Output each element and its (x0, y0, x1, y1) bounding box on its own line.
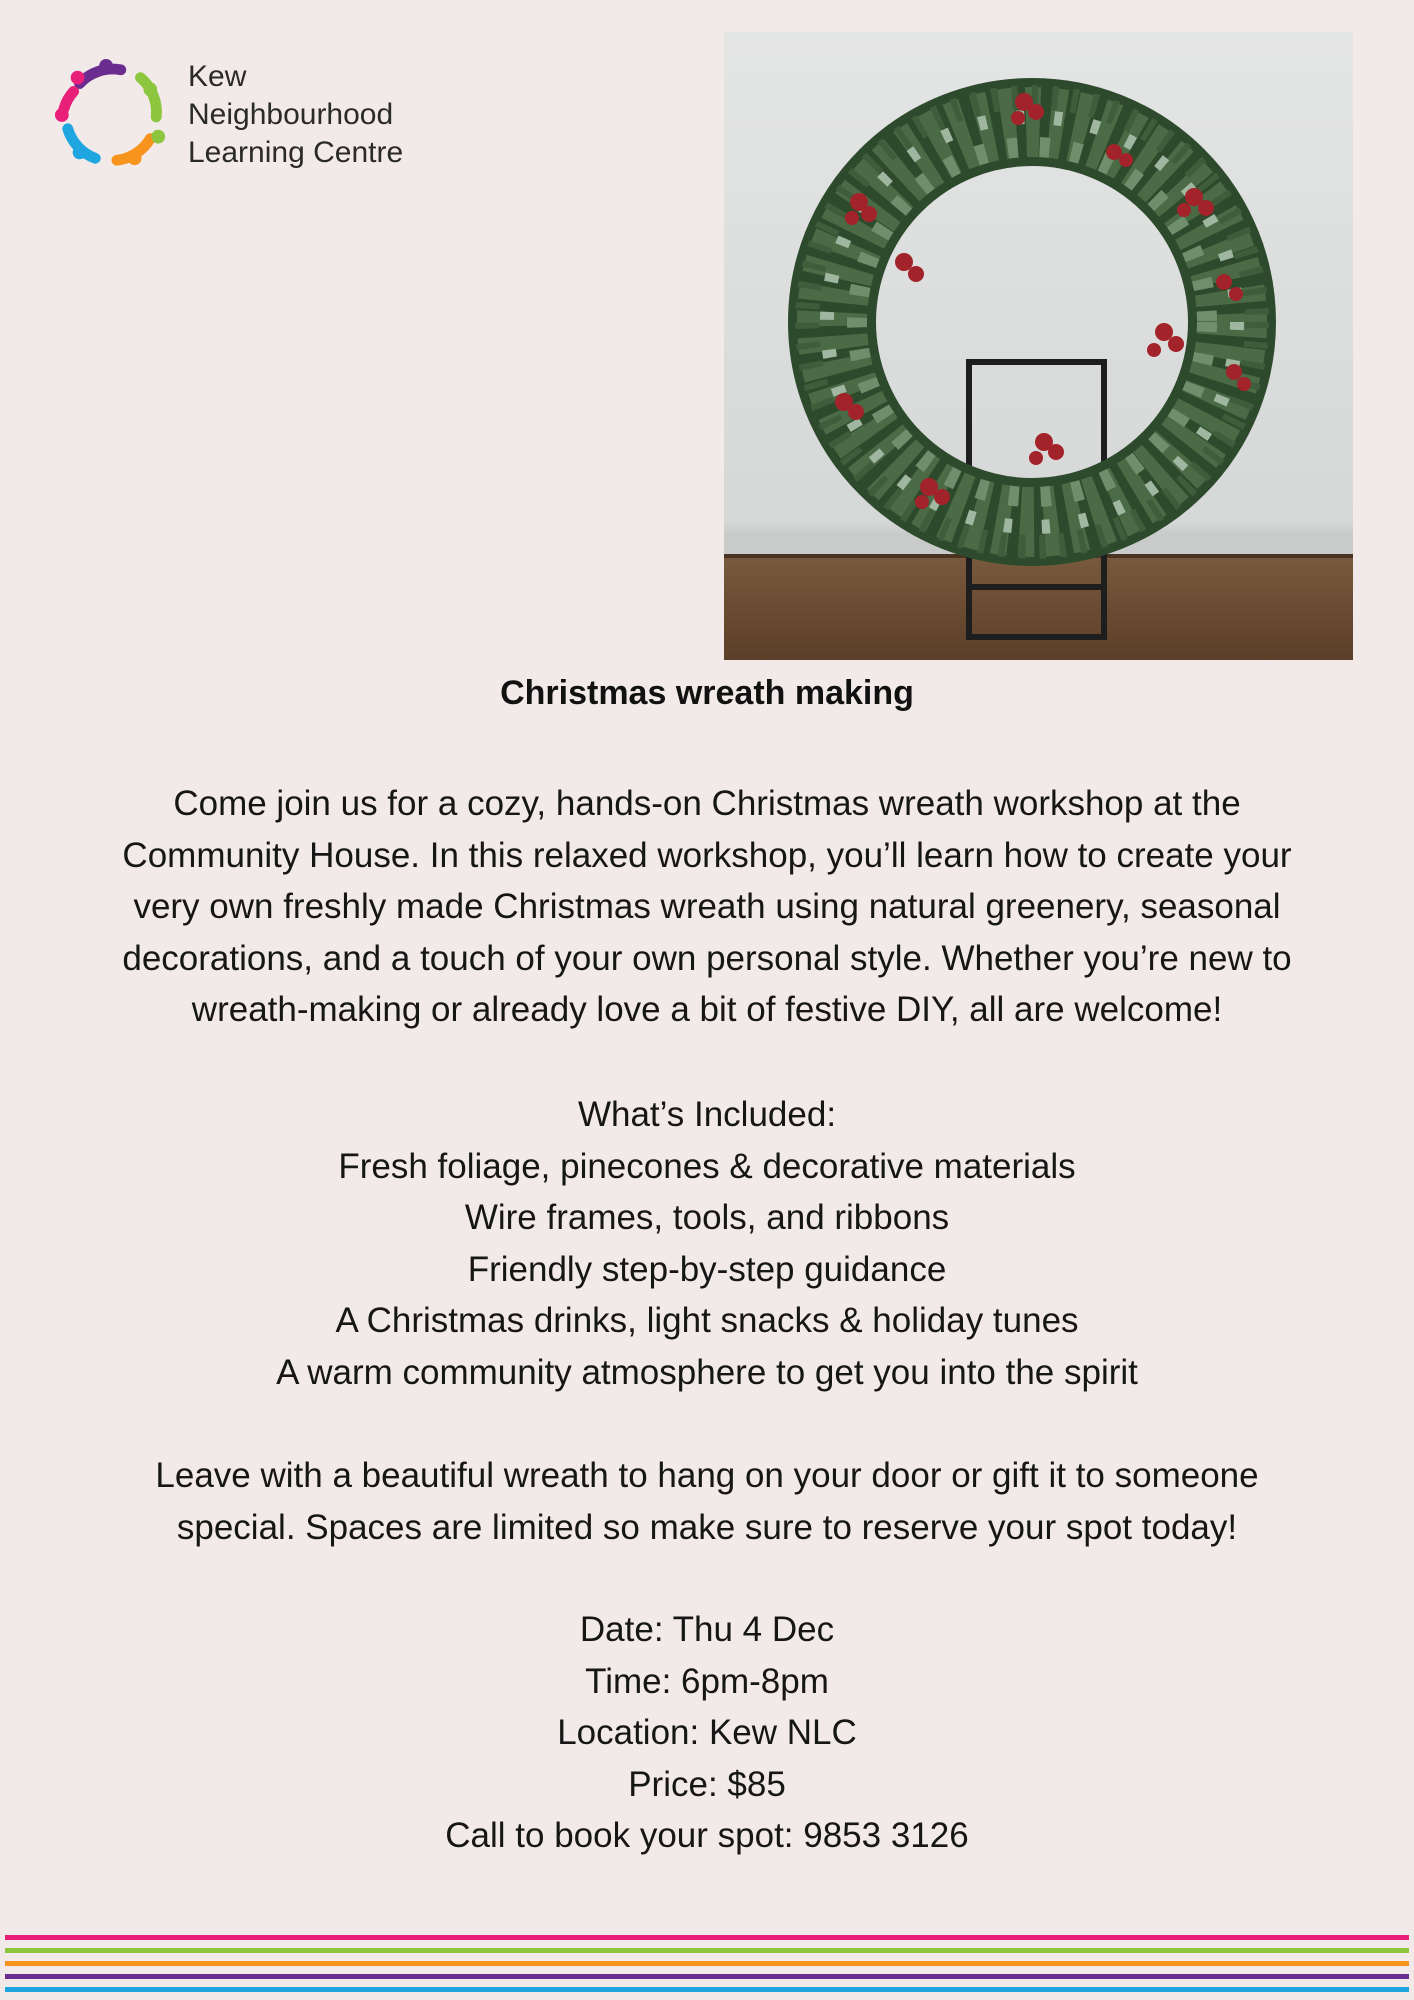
wreath-illustration (724, 32, 1353, 660)
included-item: Fresh foliage, pinecones & decorative materials (338, 1146, 1076, 1186)
closing-line: special. Spaces are limited so make sure to reserve your spot today! (176, 1507, 1238, 1547)
booking-phone: Call to book your spot: 9853 3126 (445, 1816, 969, 1855)
event-time: Time: 6pm-8pm (585, 1661, 829, 1701)
description-line: decorations, and a touch of your own personal style. Whether you’re new to (122, 938, 1292, 978)
community-circle-logo-icon (52, 56, 170, 174)
stripe-blue (5, 1987, 1409, 1992)
event-description (90, 778, 1324, 1036)
included-item: Wire frames, tools, and ribbons (464, 1198, 950, 1237)
included-item: A warm community atmosphere to get you into the spirit (276, 1352, 1138, 1392)
kew-nlc-logo (52, 56, 432, 186)
logo-wordmark (188, 58, 403, 172)
event-details (90, 1604, 1324, 1862)
description-line: Community House. In this relaxed workshop, you’ll learn how to create your (122, 835, 1292, 875)
footer-color-stripes (5, 1935, 1409, 2000)
event-location: Location: Kew NLC (557, 1713, 857, 1752)
christmas-wreath-photo (724, 32, 1353, 660)
description-line: Come join us for a cozy, hands-on Christmas wreath workshop at the (173, 784, 1241, 823)
stripe-pink (5, 1935, 1409, 1940)
description-line: very own freshly made Christmas wreath using natural greenery, seasonal (133, 887, 1281, 926)
description-line: wreath-making or already love a bit of festive DIY, all are welcome! (191, 990, 1223, 1029)
included-heading: What’s Included: (577, 1095, 837, 1134)
included-list (90, 1089, 1324, 1398)
logo-line-2: Neighbourhood (188, 98, 394, 131)
included-item: A Christmas drinks, light snacks & holiday tunes (335, 1301, 1079, 1340)
event-title: Christmas wreath making (500, 674, 914, 712)
event-price: Price: $85 (628, 1764, 786, 1804)
logo-line-1: Kew (188, 60, 247, 93)
stripe-orange (5, 1961, 1409, 1966)
included-item: Friendly step-by-step guidance (467, 1249, 947, 1289)
closing-paragraph (90, 1450, 1324, 1553)
stripe-green (5, 1948, 1409, 1953)
logo-line-3: Learning Centre (188, 136, 404, 169)
event-date: Date: Thu 4 Dec (579, 1610, 835, 1649)
closing-line: Leave with a beautiful wreath to hang on your door or gift it to someone (155, 1456, 1259, 1495)
stripe-purple (5, 1974, 1409, 1979)
